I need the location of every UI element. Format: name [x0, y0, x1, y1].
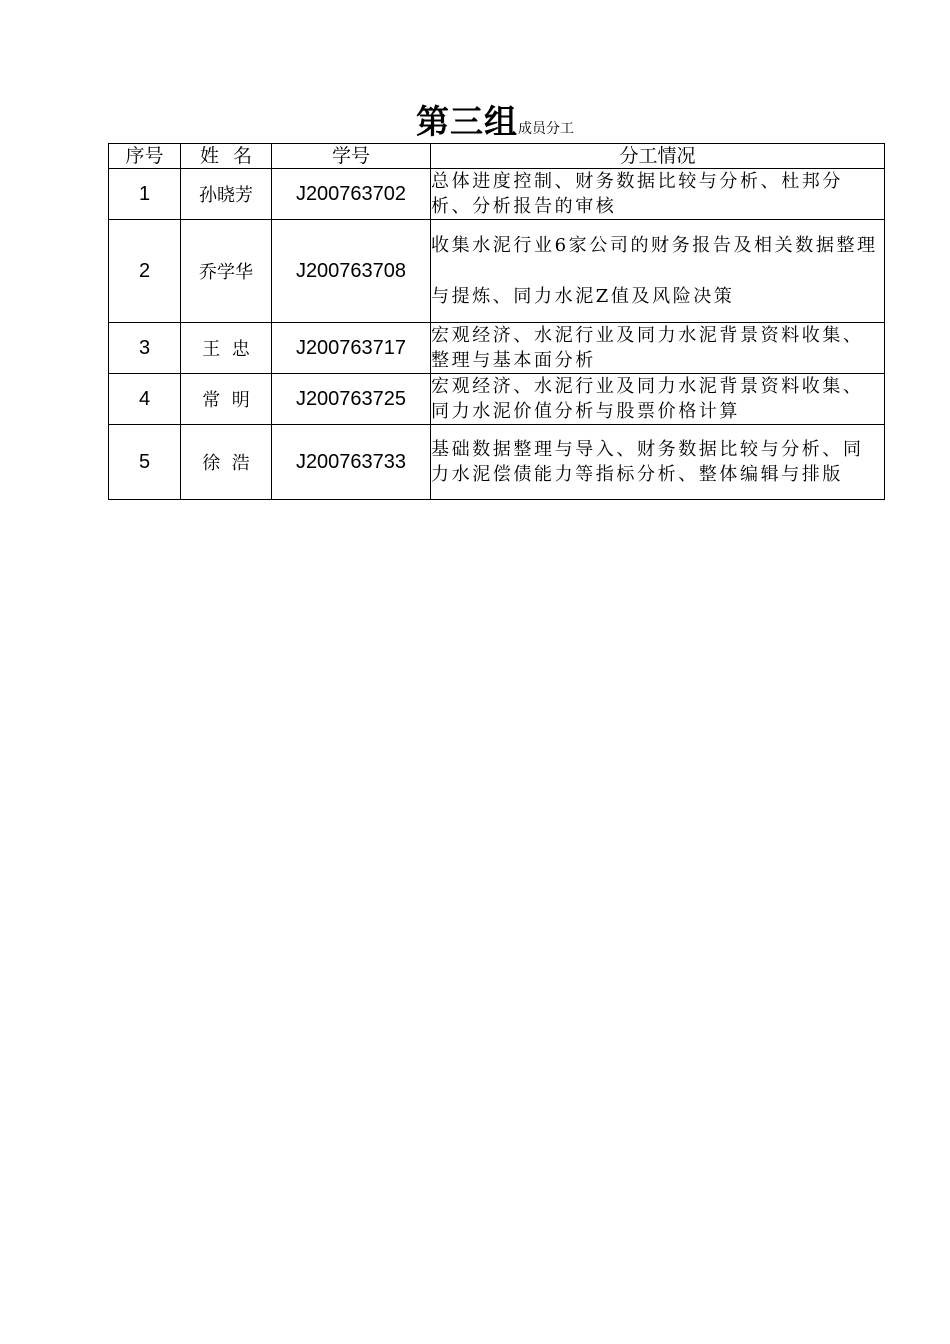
row-task: 总体进度控制、财务数据比较与分析、杜邦分析、分析报告的审核 — [431, 169, 885, 220]
row-name: 常 明 — [181, 374, 272, 425]
row-student-id: J200763717 — [272, 323, 431, 374]
member-task-table — [108, 143, 885, 500]
header-student-id: 学号 — [272, 144, 431, 169]
page-title — [0, 96, 950, 143]
header-task: 分工情况 — [431, 144, 885, 169]
row-task: 收集水泥行业6家公司的财务报告及相关数据整理与提炼、同力水泥Z值及风险决策 — [431, 220, 885, 323]
table-row — [109, 374, 885, 425]
row-name: 孙晓芳 — [181, 169, 272, 220]
table-row — [109, 169, 885, 220]
row-seq: 2 — [109, 220, 181, 323]
row-name: 徐 浩 — [181, 425, 272, 500]
row-student-id: J200763733 — [272, 425, 431, 500]
table-header-row — [109, 144, 885, 169]
table-row — [109, 220, 885, 323]
row-seq: 5 — [109, 425, 181, 500]
row-task: 宏观经济、水泥行业及同力水泥背景资料收集、同力水泥价值分析与股票价格计算 — [431, 374, 885, 425]
table-row — [109, 425, 885, 500]
row-name: 王 忠 — [181, 323, 272, 374]
header-seq: 序号 — [109, 144, 181, 169]
row-name: 乔学华 — [181, 220, 272, 323]
row-seq: 3 — [109, 323, 181, 374]
row-student-id: J200763702 — [272, 169, 431, 220]
title-main: 第三组 — [416, 102, 518, 141]
title-sub: 成员分工 — [518, 121, 574, 137]
row-task: 基础数据整理与导入、财务数据比较与分析、同力水泥偿债能力等指标分析、整体编辑与排版 — [431, 425, 885, 500]
row-task: 宏观经济、水泥行业及同力水泥背景资料收集、整理与基本面分析 — [431, 323, 885, 374]
row-seq: 1 — [109, 169, 181, 220]
row-seq: 4 — [109, 374, 181, 425]
row-student-id: J200763708 — [272, 220, 431, 323]
header-name: 姓 名 — [181, 144, 272, 169]
table-row — [109, 323, 885, 374]
row-student-id: J200763725 — [272, 374, 431, 425]
